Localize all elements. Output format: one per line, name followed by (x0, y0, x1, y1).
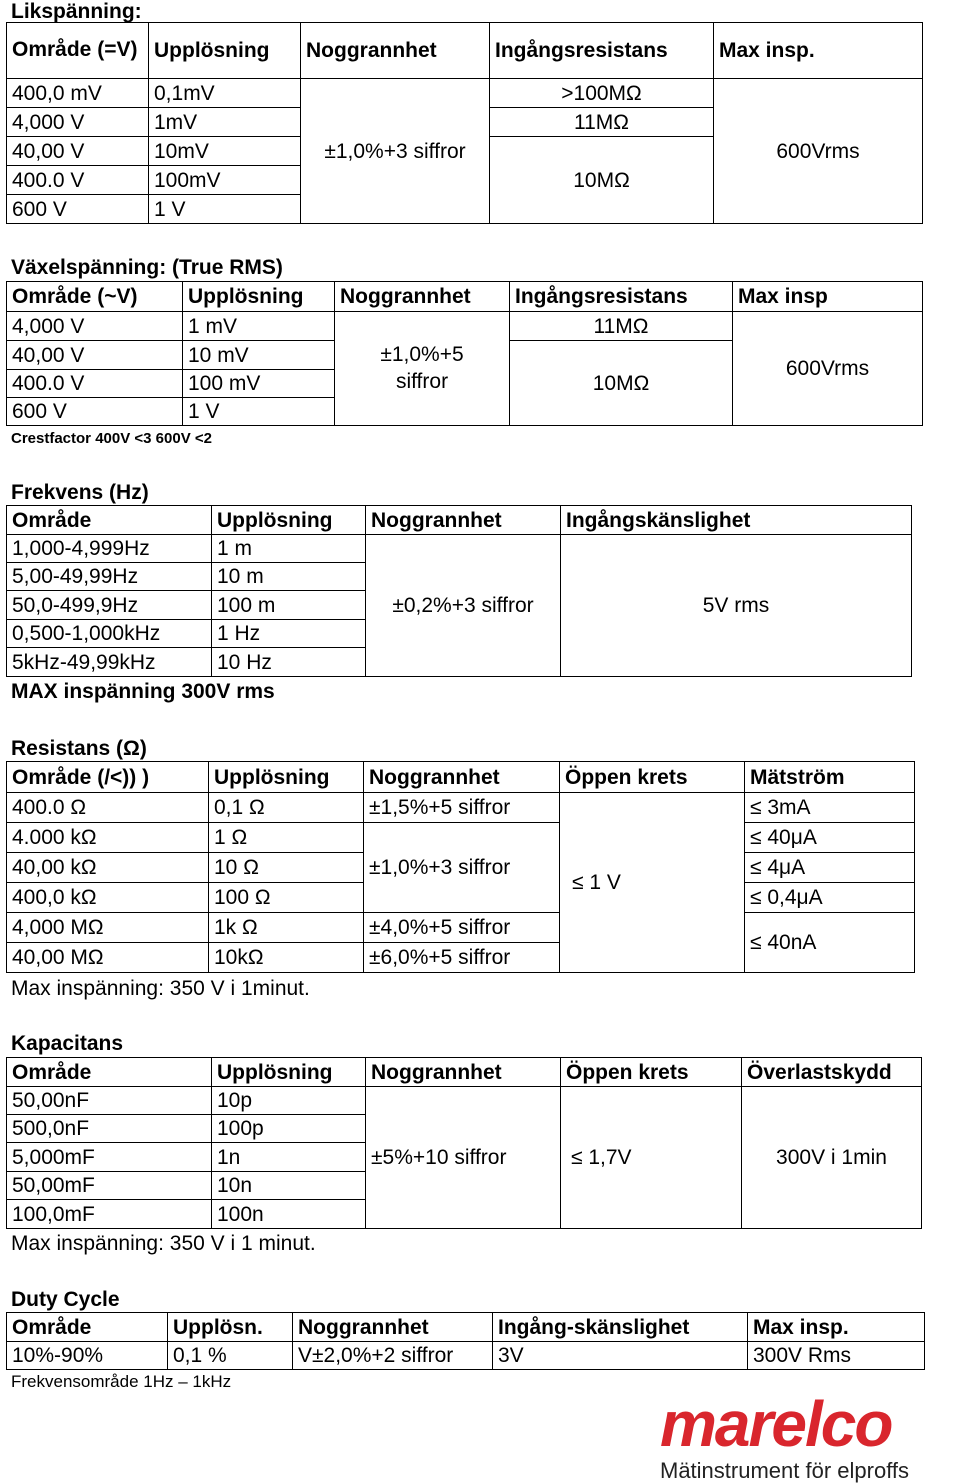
duty-title: Duty Cycle (11, 1288, 120, 1311)
res-resolution: 1 Ω (209, 823, 364, 853)
ac-header-accuracy: Noggrannhet (335, 282, 510, 312)
dc-resistance: 10MΩ (490, 137, 714, 224)
dc-range: 4,000 V (7, 108, 149, 137)
res-header-resolution: Upplösning (209, 762, 364, 793)
ac-resolution: 1 V (183, 398, 335, 426)
dc-header-accuracy: Noggrannhet (301, 23, 490, 79)
duty-header-accuracy: Noggrannhet (293, 1313, 493, 1342)
freq-title: Frekvens (Hz) (11, 481, 149, 504)
duty-range: 10%-90% (7, 1342, 168, 1370)
res-header-accuracy: Noggrannhet (364, 762, 560, 793)
ac-range: 40,00 V (7, 341, 183, 370)
ac-range: 4,000 V (7, 312, 183, 341)
duty-frequency-note: Frekvensområde 1Hz – 1kHz (11, 1372, 232, 1391)
ac-max: 600Vrms (733, 312, 923, 426)
cap-range: 500,0nF (7, 1115, 212, 1143)
res-current: ≤ 0,4μA (745, 883, 915, 913)
res-range: 40,00 MΩ (7, 943, 209, 973)
ac-accuracy-line1: ±1,0%+5 (380, 343, 464, 367)
duty-header-sensitivity: Ingång-skänslighet (493, 1313, 748, 1342)
res-max-note: Max inspänning: 350 V i 1minut. (11, 977, 310, 1000)
freq-resolution: 10 m (212, 563, 366, 591)
ac-resolution: 10 mV (183, 341, 335, 370)
duty-header-range: Område (7, 1313, 168, 1342)
logo-tagline: Mätinstrument för elproffs (660, 1458, 910, 1483)
ac-title: Växelspänning: (True RMS) (11, 256, 283, 279)
res-resolution: 10 Ω (209, 853, 364, 883)
res-resolution: 100 Ω (209, 883, 364, 913)
freq-header-resolution: Upplösning (212, 506, 366, 535)
res-header-range: Område (/<)) ) (7, 762, 209, 793)
ac-resolution: 1 mV (183, 312, 335, 341)
ac-accuracy (335, 312, 510, 426)
ac-resolution: 100 mV (183, 370, 335, 398)
res-range: 4,000 MΩ (7, 913, 209, 943)
freq-range: 5,00-49,99Hz (7, 563, 212, 591)
freq-resolution: 10 Hz (212, 648, 366, 677)
freq-resolution: 1 Hz (212, 620, 366, 648)
cap-title: Kapacitans (11, 1032, 124, 1055)
res-current: ≤ 40μA (745, 823, 915, 853)
duty-max: 300V Rms (748, 1342, 925, 1370)
cap-table (6, 1057, 922, 1229)
marelco-logo (660, 1388, 954, 1484)
duty-table (6, 1312, 925, 1370)
cap-resolution: 100p (212, 1115, 366, 1143)
freq-table (6, 505, 912, 677)
cap-header-open-circuit: Öppen krets (561, 1058, 742, 1087)
cap-header-range: Område (7, 1058, 212, 1087)
dc-range: 40,00 V (7, 137, 149, 166)
freq-resolution: 1 m (212, 535, 366, 563)
duty-resolution: 0,1 % (168, 1342, 293, 1370)
freq-sensitivity: 5V rms (561, 535, 912, 677)
freq-accuracy: ±0,2%+3 siffror (366, 535, 561, 677)
dc-resolution: 10mV (149, 137, 301, 166)
cap-resolution: 100n (212, 1200, 366, 1229)
freq-range: 0,500-1,000kHz (7, 620, 212, 648)
cap-protection: 300V i 1min (742, 1087, 922, 1229)
ac-table (6, 281, 923, 426)
dc-header-max: Max insp. (714, 23, 923, 79)
res-accuracy: ±1,5%+5 siffror (364, 793, 560, 823)
freq-range: 5kHz-49,99kHz (7, 648, 212, 677)
ac-header-resistance: Ingångsresistans (510, 282, 733, 312)
cap-max-note: Max inspänning: 350 V i 1 minut. (11, 1232, 316, 1255)
cap-range: 50,00mF (7, 1172, 212, 1200)
dc-resolution: 100mV (149, 166, 301, 195)
res-accuracy: ±6,0%+5 siffror (364, 943, 560, 973)
ac-range: 600 V (7, 398, 183, 426)
res-range: 4.000 kΩ (7, 823, 209, 853)
duty-accuracy: V±2,0%+2 siffror (293, 1342, 493, 1370)
dc-resistance: 11MΩ (490, 108, 714, 137)
cap-range: 50,00nF (7, 1087, 212, 1115)
dc-resolution: 1mV (149, 108, 301, 137)
dc-range: 400.0 V (7, 166, 149, 195)
res-range: 40,00 kΩ (7, 853, 209, 883)
res-current: ≤ 4μA (745, 853, 915, 883)
freq-range: 50,0-499,9Hz (7, 591, 212, 620)
res-header-open-circuit: Öppen krets (560, 762, 745, 793)
freq-header-range: Område (7, 506, 212, 535)
dc-title: Likspänning: (11, 0, 142, 23)
cap-header-protection: Överlastskydd (742, 1058, 922, 1087)
cap-open-circuit: ≤ 1,7V (561, 1087, 742, 1229)
freq-resolution: 100 m (212, 591, 366, 620)
ac-range: 400.0 V (7, 370, 183, 398)
dc-max: 600Vrms (714, 79, 923, 224)
freq-range: 1,000-4,999Hz (7, 535, 212, 563)
dc-header-resistance: Ingångsresistans (490, 23, 714, 79)
duty-header-max: Max insp. (748, 1313, 925, 1342)
dc-resistance: >100MΩ (490, 79, 714, 108)
dc-accuracy: ±1,0%+3 siffror (301, 79, 490, 224)
ac-header-range: Område (~V) (7, 282, 183, 312)
res-resolution: 1k Ω (209, 913, 364, 943)
cap-resolution: 1n (212, 1143, 366, 1172)
cap-range: 5,000mF (7, 1143, 212, 1172)
cap-range: 100,0mF (7, 1200, 212, 1229)
ac-resistance: 11MΩ (510, 312, 733, 341)
duty-sensitivity: 3V (493, 1342, 748, 1370)
dc-table (6, 22, 923, 224)
freq-header-accuracy: Noggrannhet (366, 506, 561, 535)
res-table (6, 761, 915, 973)
res-accuracy: ±1,0%+3 siffror (364, 823, 560, 913)
logo-wordmark: marelco (660, 1388, 892, 1460)
ac-header-resolution: Upplösning (183, 282, 335, 312)
cap-header-resolution: Upplösning (212, 1058, 366, 1087)
ac-accuracy-line2: siffror (395, 369, 449, 393)
duty-header-resolution: Upplösn. (168, 1313, 293, 1342)
dc-header-range: Område (=V) (7, 23, 149, 79)
freq-header-sensitivity: Ingångskänslighet (561, 506, 912, 535)
res-resolution: 0,1 Ω (209, 793, 364, 823)
dc-resolution: 0,1mV (149, 79, 301, 108)
cap-header-accuracy: Noggrannhet (366, 1058, 561, 1087)
freq-max-note: MAX inspänning 300V rms (11, 680, 275, 703)
res-header-current: Mätström (745, 762, 915, 793)
cap-resolution: 10p (212, 1087, 366, 1115)
res-title: Resistans (Ω) (11, 737, 147, 760)
ac-header-max: Max insp (733, 282, 923, 312)
cap-resolution: 10n (212, 1172, 366, 1200)
ac-crestfactor-note: Crestfactor 400V <3 600V <2 (11, 430, 212, 447)
res-current: ≤ 3mA (745, 793, 915, 823)
res-current: ≤ 40nA (745, 913, 915, 973)
res-range: 400,0 kΩ (7, 883, 209, 913)
dc-resolution: 1 V (149, 195, 301, 224)
cap-accuracy: ±5%+10 siffror (366, 1087, 561, 1229)
dc-range: 400,0 mV (7, 79, 149, 108)
dc-range: 600 V (7, 195, 149, 224)
res-range: 400.0 Ω (7, 793, 209, 823)
ac-resistance: 10MΩ (510, 341, 733, 426)
res-accuracy: ±4,0%+5 siffror (364, 913, 560, 943)
res-resolution: 10kΩ (209, 943, 364, 973)
dc-header-resolution: Upplösning (149, 23, 301, 79)
res-open-circuit: ≤ 1 V (560, 793, 745, 973)
